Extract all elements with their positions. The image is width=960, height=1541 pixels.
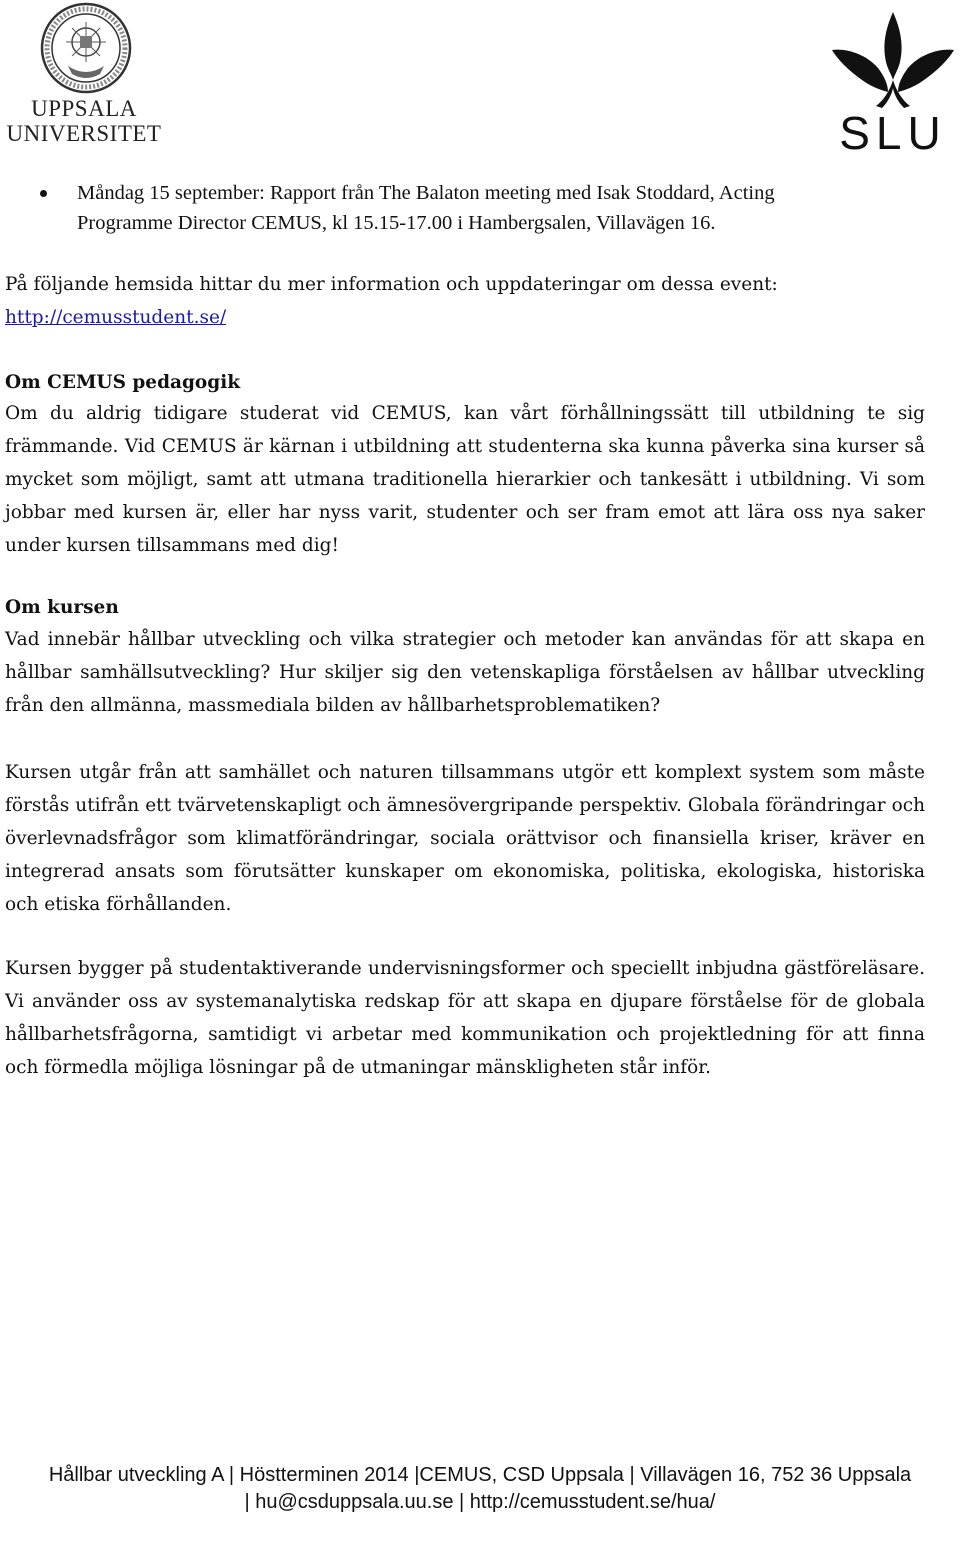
cemus-student-link[interactable]: http://cemusstudent.se/ — [5, 307, 227, 328]
kursen-paragraph-3: Kursen bygger på studentaktiverande undervisningsformer och speciellt inbjudna gästföreläsare. Vi använder oss av systemanalytiska redskap för att skapa en djupare förståelse för de globala hållbarhetsfrågorna, samtidigt vi arbetar med kommunikation och projektledning för att finna och förmedla möjliga lösningar på de utmaningar mänskligheten står inför. — [5, 958, 925, 1078]
slu-wordmark: SLU — [839, 107, 947, 159]
pedagogik-paragraph: Om du aldrig tidigare studerat vid CEMUS, kan vårt förhållningssätt till utbildning te sig främmande. Vid CEMUS är kärnan i utbildning att studenterna ska kunna påverka sina kurser så mycket som möjligt, samt att utmana traditionella hierarkier och tankesätt i utbildning. Vi som jobbar med kursen är, eller har nyss varit, studenter och ser fram emot att lära oss nya saker under kursen tillsammans med dig! — [5, 403, 925, 556]
uppsala-universitet-wordmark — [4, 96, 164, 146]
bullet-line1: Måndag 15 september: Rapport från The Balaton meeting med Isak Stoddard, Acting — [77, 182, 775, 204]
uppsala-seal-icon — [40, 2, 132, 94]
uu-name-line1: UPPSALA — [31, 96, 137, 121]
uu-name-line2: UNIVERSITET — [6, 121, 162, 146]
info-text: På följande hemsida hittar du mer information och uppdateringar om dessa event: — [5, 274, 778, 295]
footer-line2: | hu@csduppsala.uu.se | http://cemusstudent.se/hua/ — [244, 1491, 716, 1513]
uppsala-universitet-logo — [4, 2, 164, 150]
kursen-paragraph-1: Vad innebär hållbar utveckling och vilka strategier och metoder kan användas för att skapa en hållbar samhällsutveckling? Hur skiljer sig den vetenskapliga förståelsen av hållbar utveckling från den allmänna, massmediala bilden av hållbarhetsproblematiken? — [5, 629, 925, 716]
kursen-heading: Om kursen — [5, 597, 119, 618]
page-footer — [0, 1462, 960, 1516]
slu-logo — [826, 10, 960, 159]
bullet-line2: Programme Director CEMUS, kl 15.15-17.00 i Hambergsalen, Villavägen 16. — [77, 212, 716, 234]
bullet-icon — [40, 190, 47, 197]
kursen-paragraph-2: Kursen utgår från att samhället och naturen tillsammans utgör ett komplext system som måste förstås utifrån ett tvärvetenskapligt och ämnesövergripande perspektiv. Globala förändringar och överlevnadsfrågor som klimatförändringar, sociala orättvisor och finansiella kriser, kräver en integrerad ansats som förutsätter kunskaper om ekonomiska, politiska, ekologiska, historiska och etiska förhållanden. — [5, 762, 925, 915]
info-paragraph — [5, 268, 925, 334]
footer-line1: Hållbar utveckling A | Höstterminen 2014 |CEMUS, CSD Uppsala | Villavägen 16, 752 36 Uppsala — [48, 1464, 912, 1486]
slu-leaf-icon — [826, 10, 960, 110]
pedagogik-heading: Om CEMUS pedagogik — [5, 372, 241, 393]
event-bullet-text — [77, 178, 907, 238]
